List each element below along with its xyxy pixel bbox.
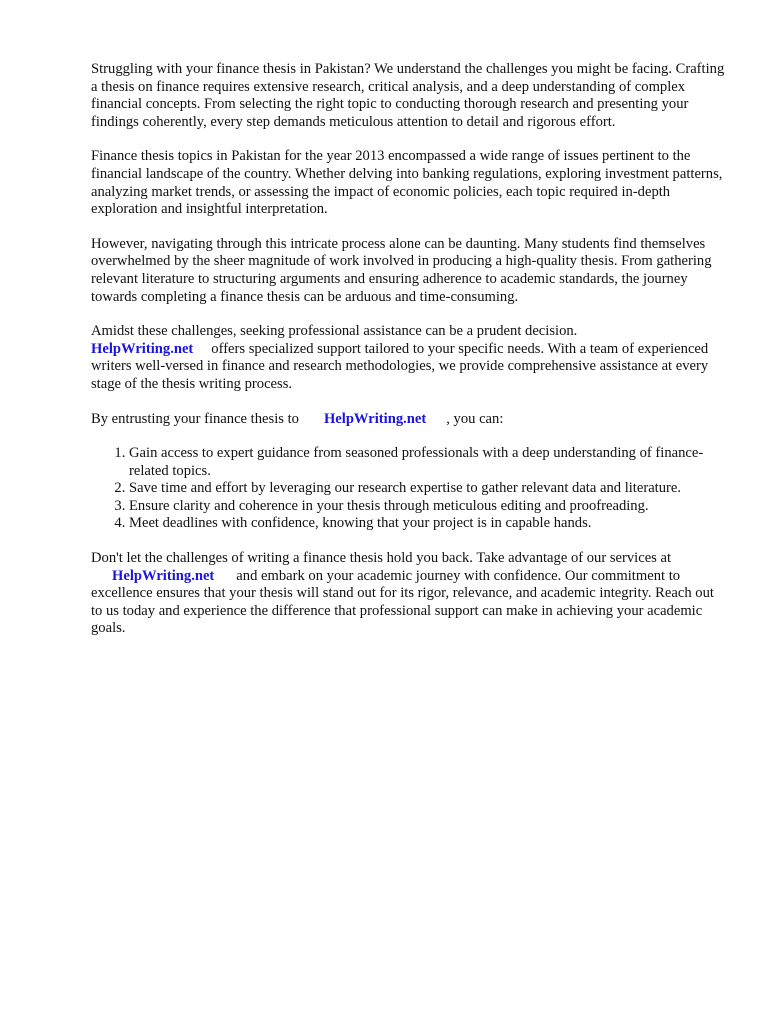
paragraph-assistance — [91, 323, 727, 393]
list-item: 1. Gain access to expert guidance from seasoned professionals with a deep understanding of finance-related topics. — [129, 445, 727, 480]
paragraph-closing — [91, 550, 727, 638]
document-body — [91, 61, 727, 655]
entrusting-suffix: , you can: — [446, 410, 504, 427]
closing-rest-text: and embark on your academic journey with confidence. Our commitment to excellence ensures that your thesis will stand out for its rigor, relevance, and academic integrity. Reach out to us today and experience the difference that professional support can make in achieving your academic goals. — [91, 567, 714, 637]
list-item: 3. Ensure clarity and coherence in your thesis through meticulous editing and proofreading. — [129, 498, 727, 516]
benefits-list — [91, 445, 727, 533]
entrusting-text: By entrusting your finance thesis to — [91, 410, 299, 427]
helpwriting-link[interactable]: HelpWriting.net — [112, 567, 215, 584]
assistance-rest-text: offers specialized support tailored to your specific needs. With a team of experienced writers well-versed in finance and research methodologies, we provide comprehensive assistance at every stage of the thesis writing process. — [91, 340, 709, 392]
assistance-intro-text: Amidst these challenges, seeking professional assistance can be a prudent decision. — [91, 323, 578, 340]
helpwriting-link[interactable]: HelpWriting.net — [323, 410, 427, 427]
paragraph-intro: Struggling with your finance thesis in Pakistan? We understand the challenges you might be facing. Crafting a thesis on finance requires extensive research, critical analysis, and a deep understanding of complex financial concepts. From selecting the right topic to conducting thorough research and presenting your findings coherently, every step demands meticulous attention to detail and rigorous effort. — [91, 61, 725, 130]
paragraph-entrusting — [91, 411, 727, 429]
list-item: 4. Meet deadlines with confidence, knowing that your project is in capable hands. — [129, 515, 727, 533]
paragraph-challenges: However, navigating through this intricate process alone can be daunting. Many students find themselves overwhelmed by the sheer magnitude of work involved in producing a high-quality thesis. From gathering relevant literature to structuring arguments and ensuring adherence to academic standards, the journey towards completing a finance thesis can be arduous and time-consuming. — [91, 235, 712, 305]
paragraph-topics: Finance thesis topics in Pakistan for the year 2013 encompassed a wide range of issues pertinent to the financial landscape of the country. Whether delving into banking regulations, exploring investment patterns, analyzing market trends, or assessing the impact of economic policies, each topic required in-depth exploration and insightful interpretation. — [91, 148, 723, 218]
list-item: 2. Save time and effort by leveraging our research expertise to gather relevant data and literature. — [129, 480, 727, 498]
closing-intro-text: Don't let the challenges of writing a finance thesis hold you back. Take advantage of our services at — [91, 550, 672, 567]
helpwriting-link[interactable]: HelpWriting.net — [91, 340, 194, 357]
